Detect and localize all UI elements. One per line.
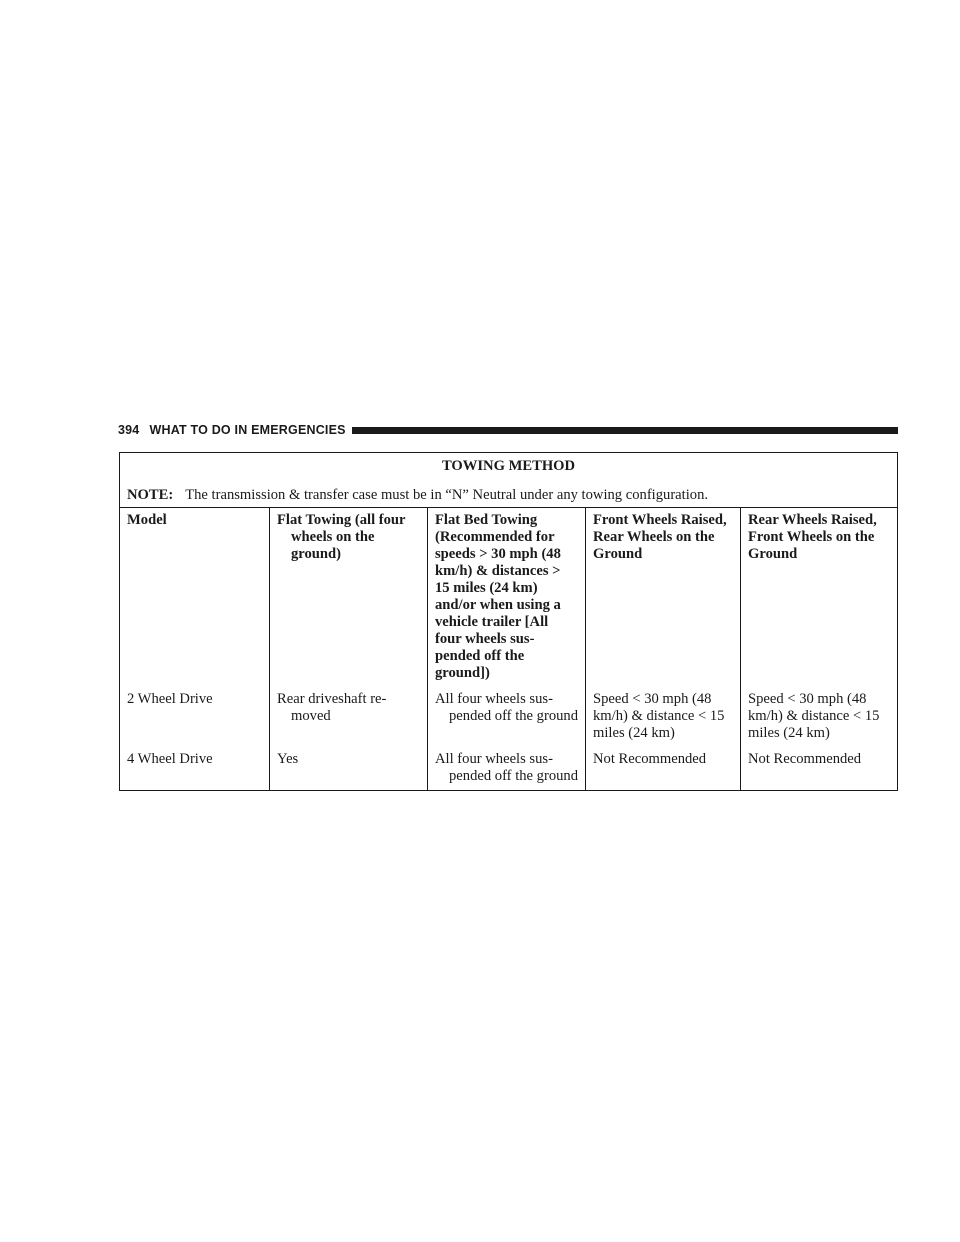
header-rule (352, 427, 898, 434)
cell-model: 4 Wheel Drive (120, 747, 270, 791)
column-header-flat-bed: Flat Bed Towing (Recommended for speeds > 30 mph (48 km/h) & distances > 15 miles (24 km) and/or when using a vehicle trailer [All four wheels sus-pended off the ground]) (428, 508, 586, 688)
table-title: TOWING METHOD (120, 453, 898, 476)
cell-front-raised: Speed < 30 mph (48 km/h) & distance < 15 miles (24 km) (586, 687, 741, 747)
cell-model: 2 Wheel Drive (120, 687, 270, 747)
towing-method-table (119, 452, 898, 791)
column-header-flat-towing: Flat Towing (all four wheels on the ground) (270, 508, 428, 688)
note-text: The transmission & transfer case must be in “N” Neutral under any towing configuration. (185, 487, 709, 503)
page-header (118, 420, 898, 440)
cell-flat-towing: Rear driveshaft re-moved (270, 687, 428, 747)
cell-front-raised: Not Recommended (586, 747, 741, 791)
cell-flat-bed: All four wheels sus-pended off the ground (428, 747, 586, 791)
cell-flat-bed: All four wheels sus-pended off the ground (428, 687, 586, 747)
table-note (120, 475, 898, 508)
note-label: NOTE: (127, 487, 174, 503)
cell-rear-raised: Not Recommended (741, 747, 898, 791)
table-row (120, 747, 898, 791)
table-row (120, 687, 898, 747)
column-header-row (120, 508, 898, 688)
cell-rear-raised: Speed < 30 mph (48 km/h) & distance < 15 miles (24 km) (741, 687, 898, 747)
column-header-rear-raised: Rear Wheels Raised, Front Wheels on the Ground (741, 508, 898, 688)
page-number: 394 (118, 423, 140, 437)
cell-flat-towing: Yes (270, 747, 428, 791)
column-header-front-raised: Front Wheels Raised, Rear Wheels on the Ground (586, 508, 741, 688)
column-header-model: Model (120, 508, 270, 688)
section-title: WHAT TO DO IN EMERGENCIES (149, 423, 346, 437)
